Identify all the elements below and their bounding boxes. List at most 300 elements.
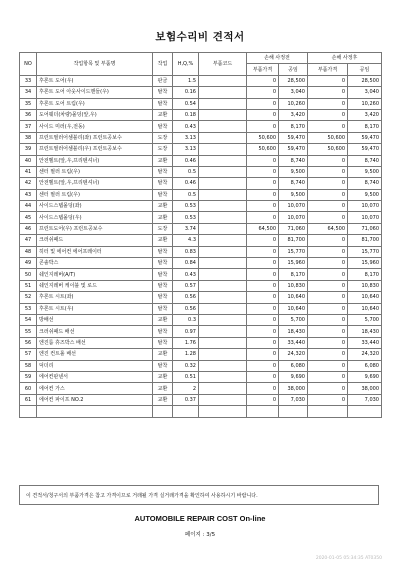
cell-name: 센터 필러 트림(우) (37, 189, 153, 200)
cell-work: 교환 (153, 109, 173, 120)
col-work: 작업 (153, 53, 173, 76)
cell-hq: 0.5 (173, 189, 199, 200)
cell-no: 51 (20, 280, 37, 291)
cell-hq: 0.57 (173, 280, 199, 291)
cell-labor2: 7,030 (348, 394, 382, 405)
cell-price2: 0 (308, 87, 348, 98)
cell-name: 후론트 시트(좌) (37, 292, 153, 303)
cell-labor2: 71,060 (348, 223, 382, 234)
cell-price: 0 (247, 394, 279, 405)
table-row (20, 246, 382, 257)
footer-title: AUTOMOBILE REPAIR COST On-line (134, 514, 266, 523)
cell-price: 0 (247, 109, 279, 120)
cell-hq: 0.46 (173, 178, 199, 189)
cell-part-code (199, 121, 247, 132)
cell-work: 도장 (153, 223, 173, 234)
cell-price: 0 (247, 371, 279, 382)
cell-name: 사이드 미러(우,전동) (37, 121, 153, 132)
cell-labor2: 10,830 (348, 280, 382, 291)
cell-labor2: 3,040 (348, 87, 382, 98)
cell-work: 탈착 (153, 258, 173, 269)
table-row (20, 121, 382, 132)
cell-part-code (199, 314, 247, 325)
cell-labor2: 10,070 (348, 212, 382, 223)
cell-labor: 59,470 (279, 144, 308, 155)
cell-hq: 1.5 (173, 75, 199, 86)
cell-labor: 59,470 (279, 132, 308, 143)
cell-work: 교환 (153, 394, 173, 405)
cell-labor: 33,440 (279, 337, 308, 348)
cell-name: 덕더리 (37, 360, 153, 371)
cell-part-code (199, 326, 247, 337)
cell-labor2: 8,170 (348, 121, 382, 132)
cell-labor: 9,690 (279, 371, 308, 382)
cell-work: 탈착 (153, 246, 173, 257)
cell-part-code (199, 178, 247, 189)
cell-work: 교환 (153, 155, 173, 166)
cell-labor: 8,740 (279, 155, 308, 166)
cell-price: 0 (247, 189, 279, 200)
cell-labor: 18,430 (279, 326, 308, 337)
cell-no: 39 (20, 144, 37, 155)
table-row (20, 166, 382, 177)
cell-no: 44 (20, 201, 37, 212)
cell-empty (37, 406, 153, 417)
cell-part-code (199, 166, 247, 177)
table-row (20, 201, 382, 212)
cell-price2: 0 (308, 371, 348, 382)
cell-no: 55 (20, 326, 37, 337)
table-row (20, 144, 382, 155)
cell-price: 0 (247, 360, 279, 371)
cell-name: 콘솔박스 (37, 258, 153, 269)
cell-part-code (199, 258, 247, 269)
cell-part-code (199, 371, 247, 382)
table-row (20, 303, 382, 314)
cell-labor: 38,000 (279, 383, 308, 394)
table-row (20, 269, 382, 280)
cell-no: 35 (20, 98, 37, 109)
cell-labor: 5,700 (279, 314, 308, 325)
cell-no: 38 (20, 132, 37, 143)
cell-price: 0 (247, 201, 279, 212)
table-row (20, 349, 382, 360)
cell-name: 히터 및 에어컨 에어프레이터 (37, 246, 153, 257)
cell-part-code (199, 360, 247, 371)
cell-labor2: 81,700 (348, 235, 382, 246)
cell-labor: 10,640 (279, 303, 308, 314)
cell-labor2: 18,430 (348, 326, 382, 337)
cell-no: 37 (20, 121, 37, 132)
cell-hq: 0.43 (173, 121, 199, 132)
cell-name: 안전벨트(앞,우,프리텐셔너) (37, 155, 153, 166)
cell-name: 프런트필러어셈블리(좌) 프런트공보수 (37, 132, 153, 143)
cell-labor: 81,700 (279, 235, 308, 246)
cell-no: 56 (20, 337, 37, 348)
cell-part-code (199, 75, 247, 86)
cell-hq: 0.3 (173, 314, 199, 325)
cell-labor: 8,170 (279, 269, 308, 280)
cell-hq: 0.53 (173, 212, 199, 223)
cell-part-code (199, 303, 247, 314)
table-row (20, 360, 382, 371)
cell-price2: 0 (308, 201, 348, 212)
table-row-blank (20, 406, 382, 417)
cell-hq: 0.83 (173, 246, 199, 257)
cell-work: 교환 (153, 371, 173, 382)
cell-price2: 0 (308, 235, 348, 246)
cell-no: 45 (20, 212, 37, 223)
cell-price: 0 (247, 121, 279, 132)
cell-name: 안전벨트(앞,우,프리텐셔너) (37, 178, 153, 189)
table-row (20, 394, 382, 405)
cell-part-code (199, 98, 247, 109)
cell-price: 0 (247, 87, 279, 98)
cell-hq: 3.13 (173, 132, 199, 143)
cell-name: 쉐인지레버 케이블 및 로드 (37, 280, 153, 291)
print-timestamp: 2020-01-05 05:34:35 AT0350 (315, 556, 382, 561)
cell-no: 47 (20, 235, 37, 246)
cell-part-code (199, 246, 247, 257)
cell-labor2: 59,470 (348, 132, 382, 143)
cell-labor2: 10,640 (348, 292, 382, 303)
cell-labor: 10,260 (279, 98, 308, 109)
cell-price: 0 (247, 98, 279, 109)
cell-name: 엔진 컨트롤 배선 (37, 349, 153, 360)
cell-labor2: 9,500 (348, 189, 382, 200)
cell-no: 54 (20, 314, 37, 325)
cell-part-code (199, 132, 247, 143)
cell-name: 프런트도어(우) 프런트공보수 (37, 223, 153, 234)
cell-labor: 28,500 (279, 75, 308, 86)
cell-price: 0 (247, 383, 279, 394)
cell-no: 50 (20, 269, 37, 280)
cell-no: 36 (20, 109, 37, 120)
col-labor-before: 공임 (279, 64, 308, 75)
cell-price: 0 (247, 166, 279, 177)
cell-price2: 0 (308, 109, 348, 120)
cell-price2: 0 (308, 394, 348, 405)
cell-name: 에어컨 파이프 NO.2 (37, 394, 153, 405)
cell-price: 0 (247, 326, 279, 337)
cell-part-code (199, 223, 247, 234)
table-row (20, 280, 382, 291)
cell-price2: 0 (308, 303, 348, 314)
cell-price2: 0 (308, 258, 348, 269)
table-row (20, 383, 382, 394)
cell-labor2: 8,740 (348, 155, 382, 166)
cell-labor2: 10,260 (348, 98, 382, 109)
col-part-code: 부품코드 (199, 53, 247, 76)
cell-no: 46 (20, 223, 37, 234)
cell-name: 쉐인지레버(A/T) (37, 269, 153, 280)
cell-hq: 0.54 (173, 98, 199, 109)
cell-price2: 0 (308, 166, 348, 177)
cell-part-code (199, 144, 247, 155)
cell-price: 0 (247, 303, 279, 314)
cell-labor: 3,040 (279, 87, 308, 98)
cell-name: 도어웨더(차량)몰딩(앞,우) (37, 109, 153, 120)
col-part-price-after: 부품가격 (308, 64, 348, 75)
cell-price2: 50,600 (308, 132, 348, 143)
table-row (20, 235, 382, 246)
cell-hq: 1.28 (173, 349, 199, 360)
cell-price2: 0 (308, 246, 348, 257)
cell-price: 50,600 (247, 132, 279, 143)
cell-labor: 8,170 (279, 121, 308, 132)
cell-name: 사이드스텝몰딩(우) (37, 212, 153, 223)
cell-no: 52 (20, 292, 37, 303)
table-row (20, 314, 382, 325)
cell-price2: 0 (308, 326, 348, 337)
cell-labor: 7,030 (279, 394, 308, 405)
table-row (20, 292, 382, 303)
document-title: 보험수리비 견적서 (155, 31, 245, 43)
table-row (20, 326, 382, 337)
cell-labor2: 24,320 (348, 349, 382, 360)
cell-labor: 3,420 (279, 109, 308, 120)
cell-no: 57 (20, 349, 37, 360)
cell-part-code (199, 280, 247, 291)
cell-name: 방배선 (37, 314, 153, 325)
cell-work: 교환 (153, 383, 173, 394)
cell-labor: 10,640 (279, 292, 308, 303)
cell-labor: 8,740 (279, 178, 308, 189)
cell-hq: 4.3 (173, 235, 199, 246)
cell-price2: 0 (308, 98, 348, 109)
table-row (20, 189, 382, 200)
cell-empty (279, 406, 308, 417)
cell-price2: 64,500 (308, 223, 348, 234)
col-labor-after: 공임 (348, 64, 382, 75)
cell-hq: 0.32 (173, 360, 199, 371)
table-row (20, 223, 382, 234)
cell-labor: 10,830 (279, 280, 308, 291)
cell-no: 60 (20, 383, 37, 394)
cell-price2: 0 (308, 337, 348, 348)
cell-labor2: 9,500 (348, 166, 382, 177)
cell-no: 53 (20, 303, 37, 314)
cell-work: 탈착 (153, 178, 173, 189)
cell-work: 탈착 (153, 303, 173, 314)
cell-hq: 0.5 (173, 166, 199, 177)
cell-work: 탈착 (153, 87, 173, 98)
cell-price: 50,600 (247, 144, 279, 155)
cell-labor2: 33,440 (348, 337, 382, 348)
table-row (20, 98, 382, 109)
cell-labor2: 8,740 (348, 178, 382, 189)
cell-price2: 0 (308, 121, 348, 132)
cell-labor: 15,960 (279, 258, 308, 269)
cell-name: 후론트 도어 아웃사이드핸들(우) (37, 87, 153, 98)
cell-price2: 0 (308, 269, 348, 280)
cell-labor2: 15,960 (348, 258, 382, 269)
cell-price: 0 (247, 212, 279, 223)
cell-price: 0 (247, 75, 279, 86)
col-hqty: H,Q,% (173, 53, 199, 76)
cell-part-code (199, 189, 247, 200)
cell-hq: 0.43 (173, 269, 199, 280)
cell-hq: 3.74 (173, 223, 199, 234)
cell-no: 41 (20, 166, 37, 177)
disclaimer-note: 이 견적서/청구서의 부품가격은 참고 가격이므로 거래될 가격 실거래가격을 확인하여 사용하시기 바랍니다. (19, 485, 379, 505)
cell-name: 에어컨 가스 (37, 383, 153, 394)
cell-part-code (199, 212, 247, 223)
cell-work: 도장 (153, 144, 173, 155)
cell-name: 크러쉬패드 (37, 235, 153, 246)
page-number: 페이지 : 3/5 (184, 532, 216, 538)
cell-price: 64,500 (247, 223, 279, 234)
cell-hq: 0.53 (173, 201, 199, 212)
cell-price: 0 (247, 155, 279, 166)
cell-price: 0 (247, 269, 279, 280)
cell-no: 40 (20, 155, 37, 166)
cell-part-code (199, 235, 247, 246)
cell-work: 탈착 (153, 360, 173, 371)
cell-price2: 0 (308, 349, 348, 360)
cell-price2: 0 (308, 383, 348, 394)
cell-hq: 0.97 (173, 326, 199, 337)
cell-empty (153, 406, 173, 417)
cell-hq: 0.37 (173, 394, 199, 405)
cell-part-code (199, 292, 247, 303)
cell-work: 도장 (153, 132, 173, 143)
cell-name: 프런트필러어셈블리(우) 프런트공보수 (37, 144, 153, 155)
col-part-price-before: 부품가격 (247, 64, 279, 75)
cell-work: 탈착 (153, 326, 173, 337)
cell-labor2: 15,770 (348, 246, 382, 257)
cell-no: 33 (20, 75, 37, 86)
cell-price2: 0 (308, 178, 348, 189)
cell-work: 교환 (153, 235, 173, 246)
cell-price: 0 (247, 349, 279, 360)
cell-work: 탈착 (153, 189, 173, 200)
cell-hq: 0.51 (173, 371, 199, 382)
table-row (20, 371, 382, 382)
cell-price: 0 (247, 314, 279, 325)
cell-labor: 9,500 (279, 189, 308, 200)
cell-work: 탈착 (153, 166, 173, 177)
cell-no: 49 (20, 258, 37, 269)
cell-empty (247, 406, 279, 417)
cell-price2: 0 (308, 155, 348, 166)
cell-price2: 0 (308, 212, 348, 223)
table-row (20, 132, 382, 143)
cell-price: 0 (247, 258, 279, 269)
cell-labor2: 10,640 (348, 303, 382, 314)
col-no: NO (20, 53, 37, 76)
cell-hq: 0.84 (173, 258, 199, 269)
cell-work: 탈착 (153, 337, 173, 348)
cell-name: 사이드스텝몰딩(좌) (37, 201, 153, 212)
cell-empty (20, 406, 37, 417)
cell-work: 판금 (153, 75, 173, 86)
table-row (20, 109, 382, 120)
cell-price2: 0 (308, 292, 348, 303)
cell-labor2: 6,080 (348, 360, 382, 371)
cell-price: 0 (247, 337, 279, 348)
cell-work: 탈착 (153, 280, 173, 291)
cell-price2: 0 (308, 314, 348, 325)
cell-no: 58 (20, 360, 37, 371)
cell-empty (173, 406, 199, 417)
cell-work: 교환 (153, 212, 173, 223)
cell-price: 0 (247, 178, 279, 189)
cell-price2: 0 (308, 360, 348, 371)
cell-labor: 24,320 (279, 349, 308, 360)
cell-work: 탈착 (153, 98, 173, 109)
cell-labor2: 9,690 (348, 371, 382, 382)
table-row (20, 258, 382, 269)
cell-price: 0 (247, 235, 279, 246)
cell-hq: 0.56 (173, 303, 199, 314)
cell-work: 탈착 (153, 121, 173, 132)
cell-labor: 10,070 (279, 212, 308, 223)
cell-no: 43 (20, 189, 37, 200)
cell-labor2: 3,420 (348, 109, 382, 120)
cell-name: 에어컨판넨서 (37, 371, 153, 382)
cell-no: 42 (20, 178, 37, 189)
cell-no: 59 (20, 371, 37, 382)
table-row (20, 155, 382, 166)
estimate-table (19, 52, 382, 418)
cell-hq: 3.13 (173, 144, 199, 155)
cell-name: 크러쉬패드 배선 (37, 326, 153, 337)
cell-labor: 15,770 (279, 246, 308, 257)
col-work-name: 작업항목 및 부품명 (37, 53, 153, 76)
cell-labor2: 59,470 (348, 144, 382, 155)
cell-name: 센터 필러 트림(우) (37, 166, 153, 177)
cell-part-code (199, 109, 247, 120)
cell-no: 61 (20, 394, 37, 405)
cell-part-code (199, 349, 247, 360)
table-row (20, 337, 382, 348)
cell-work: 교환 (153, 314, 173, 325)
cell-hq: 0.46 (173, 155, 199, 166)
cell-part-code (199, 394, 247, 405)
cell-labor2: 28,500 (348, 75, 382, 86)
cell-price: 0 (247, 292, 279, 303)
cell-part-code (199, 269, 247, 280)
cell-empty (348, 406, 382, 417)
cell-part-code (199, 383, 247, 394)
col-group-before: 손해 사정전 (247, 53, 308, 64)
cell-empty (308, 406, 348, 417)
cell-labor: 10,070 (279, 201, 308, 212)
cell-price2: 0 (308, 280, 348, 291)
cell-empty (199, 406, 247, 417)
cell-price2: 50,600 (308, 144, 348, 155)
cell-part-code (199, 87, 247, 98)
cell-hq: 0.56 (173, 292, 199, 303)
cell-labor: 6,080 (279, 360, 308, 371)
cell-hq: 0.16 (173, 87, 199, 98)
cell-name: 후론트 도어 트림(우) (37, 98, 153, 109)
table-row (20, 212, 382, 223)
col-group-after: 손해 사정후 (308, 53, 382, 64)
cell-name: 엔진룸 휴즈박스 배선 (37, 337, 153, 348)
cell-name: 후론트 시트(우) (37, 303, 153, 314)
cell-price2: 0 (308, 189, 348, 200)
cell-work: 탈착 (153, 269, 173, 280)
table-row (20, 178, 382, 189)
cell-part-code (199, 337, 247, 348)
cell-price2: 0 (308, 75, 348, 86)
cell-name: 후론트 도어(우) (37, 75, 153, 86)
cell-labor2: 8,170 (348, 269, 382, 280)
cell-labor2: 5,700 (348, 314, 382, 325)
table-row (20, 87, 382, 98)
